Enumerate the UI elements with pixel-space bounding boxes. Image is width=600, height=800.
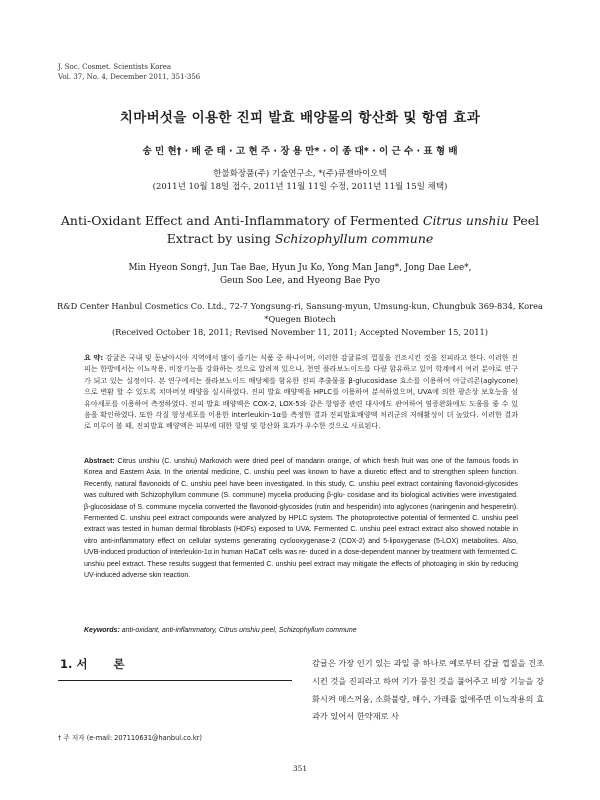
abstract-korean-text: 감귤은 국내 및 동남아시아 지역에서 많이 즐기는 식품 중 하나이며, 이러한 감귤류의 껍질을 건조시킨 것을 진피라고 한다. 이러한 진피는 한방에서는 이뇨작용, 비장기능을 강화하는 것으로 알려져 있으나, 천연 플라보노이드를 다량 함유하고 있어 학계에서 여러 분야로 연구가 되고 있는 실정이다. 본 연구에서는 플라보노이드 배당체를 함유한 진피 추출물을 β-glucosidase 효소를 이용하여 아글리콘(aglycone)으로 변환 할 수 있도록 치마버섯 배양을 실시하였다. 진피 발효 배양액을 HPLC를 이용하여 분석하였으며, UVA에 의한 광손상 보호능을 섬유아세포를 이용하여 측정하였다. 진피 발효 배양액은 COX-2, LOX-5와 같은 항염증 관련 대사에도 관여하여 염증완화에도 도움을 줄 수 있음을 확인하였다. 또한 각질 형성세포를 이용한 interleukin-1α를 측정한 결과 진피발효배양액 처리군의 저해활성이 더 높았다. 이러한 결과로 미루어 볼 때, 진피발효 배양액은 피부에 대한 항염 및 항산화 효과가 우수한 것으로 사료된다. (84, 353, 518, 431)
journal-name: J. Soc. Cosmet. Scientists Korea (58, 63, 172, 71)
title-english-part1: Anti-Oxidant Effect and Anti-Inflammatory of Fermented (60, 213, 423, 228)
journal-header (58, 62, 200, 82)
affiliation-english-address: R&D Center Hanbul Cosmetics Co. Ltd., 72-7 Yongsung-ri, Sansung-myun, Umsung-kun, Chungbuk 369-834, Korea (57, 301, 543, 311)
abstract-english-text: Citrus unshiu (C. unshiu) Markovich were dried peel of mandarin orange, of which fresh fruit was one of the famous foods in Korea and Eastern Asia. In the oriental medicine, C. unshiu peel was known to have a diuretic effect and to strengthen spleen function. Recently, natural flavonoids of C. unshiu peel have been investigated. In this study, C. unshiu peel extract containing flavonoid-glycosides was cultured with Schizophyllum commune (S. commune) mycelia producing β-glu- cosidase and its biological activities were investigated. β-glucosidase of S. commune mycelia converted the flavonoid-glycosides (rutin and hesperidin) into aglycones (naringenin and hesperetin). Fermented C. unshiu peel extract compounds were analyzed by HPLC system. The photoprotective potential of fermented C. unshiu peel extract was tested in human dermal fibroblasts (HDFs) exposed to UVA. Fermented C. unshiu peel extract extract also showed notable in vitro anti-inflammatory effect on cellular systems generating cyclooxygenase-2 (COX-2) and 5-lipoxygenase (5-LOX) metabolites. Also, UVB-induced production of interleukin-1α in human HaCaT cells was re- duced in a dose-dependent manner by treatment with fermented C. unshiu peel extract. These results suggest that fermented C. unshiu peel extract may mitigate the effects of photoaging in skin by reducing UV-induced adverse skin reaction. (84, 458, 518, 580)
title-english (40, 212, 560, 248)
title-english-fungus: Schizophyllum commune (274, 231, 434, 246)
affiliation-english-dates: (Received October 18, 2011; Revised November 11, 2011; Accepted November 15, 2011) (111, 327, 489, 337)
corresponding-author-footnote: † 주 저자 (e-mail: 207110631@hanbul.co.kr) (58, 734, 202, 742)
affiliation-english-second: *Quegen Biotech (264, 314, 336, 324)
affiliation-korean (0, 168, 600, 194)
abstract-english (84, 456, 518, 581)
affiliation-english (30, 300, 570, 339)
section-number: 1. (60, 657, 73, 671)
journal-volume: Vol. 37, No. 4, December 2011, 351-356 (58, 73, 201, 81)
title-english-part2: Peel Extract by using (166, 213, 540, 246)
keywords-text: anti-oxidant, anti-inflammatory, Citrus unshiu peel, Schizophyllum commune (119, 627, 357, 634)
authors-english-line1: Min Hyeon Song†, Jun Tae Bae, Hyun Ju Ko, Yong Man Jang*, Jong Dae Lee*, (128, 263, 472, 273)
abstract-english-label: Abstract: (84, 458, 115, 465)
section-heading (60, 656, 125, 672)
affiliation-korean-dates: (2011년 10월 18일 접수, 2011년 11월 11일 수정, 2011년 11월 15일 채택) (152, 182, 448, 192)
keywords-label: Keywords: (84, 627, 120, 634)
introduction-text: 감귤은 가장 인기 있는 과일 중 하나로 예로부터 감귤 껍질을 건조시킨 것을 진피라고 하여 기가 뭉친 것을 풀어주고 비장 기능을 강화시켜 메스꺼움, 소화불량, 해수, 가래를 없애주면 이뇨작용의 효과가 있어서 한약재로 사 (312, 658, 544, 722)
title-korean: 치마버섯을 이용한 진피 발효 배양물의 항산화 및 항염 효과 (119, 110, 481, 126)
authors-english-line2: Geun Soo Lee, and Hyeong Bae Pyo (219, 276, 381, 286)
affiliation-korean-institutions: 한불화장품(주) 기술연구소, *(주)큐젠바이오텍 (213, 169, 387, 179)
authors-english (40, 262, 560, 288)
footnote-divider (58, 680, 292, 681)
authors-korean: 송 민 현† · 배 준 태 · 고 현 주 · 장 용 만* · 이 종 대* · 이 근 수 · 표 형 배 (142, 146, 458, 157)
keywords (84, 626, 518, 636)
title-english-species: Citrus unshiu (422, 213, 509, 228)
section-title-b: 론 (113, 657, 125, 671)
section-title-a: 서 (76, 657, 88, 671)
page-number: 351 (292, 764, 308, 773)
abstract-korean (84, 352, 518, 432)
abstract-korean-label: 요 약: (84, 353, 104, 362)
